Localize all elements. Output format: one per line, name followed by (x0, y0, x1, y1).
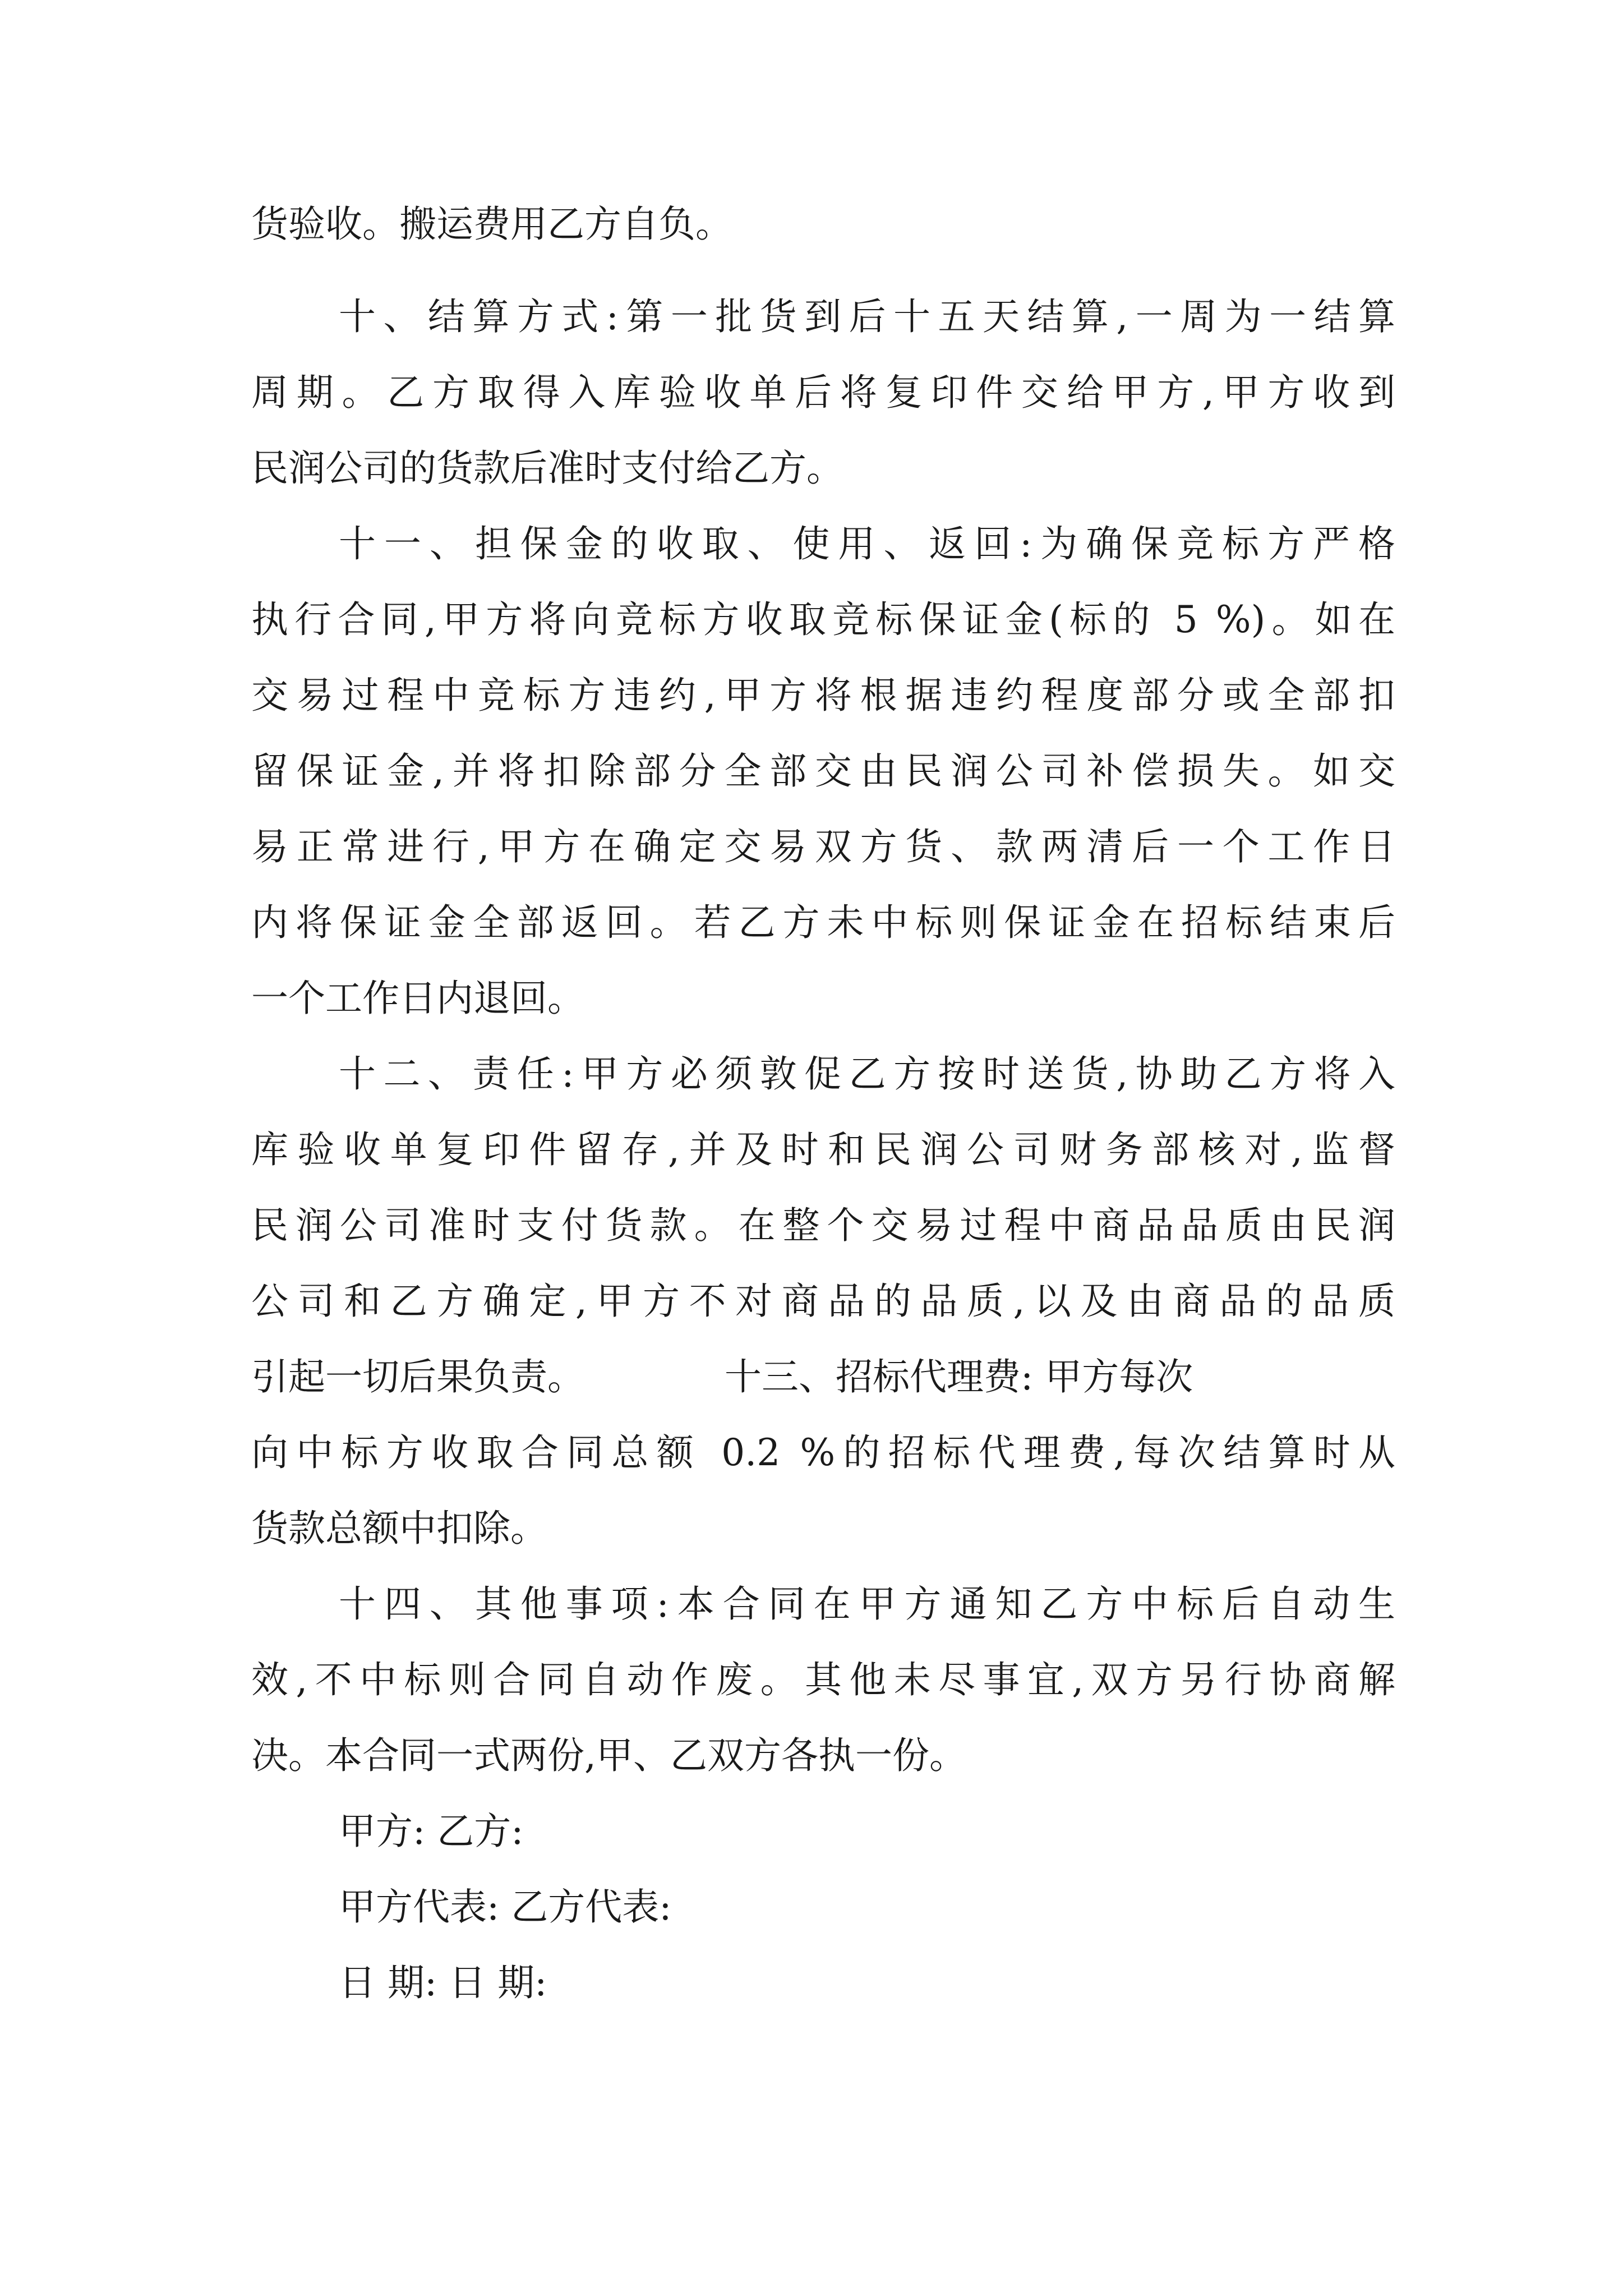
line-segment: 引起一切后果负责。 (251, 1355, 584, 1398)
paragraph-line: 留保证金,并将扣除部分全部交由民润公司补偿损失。如交 (251, 749, 1395, 793)
paragraph-line (251, 1352, 1395, 1402)
paragraph-line: 民润公司的货款后准时支付给乙方。 (251, 447, 843, 490)
paragraph-line: 十、结算方式:第一批货到后十五天结算,一周为一结算 (339, 295, 1395, 338)
paragraph-line: 民润公司准时支付货款。在整个交易过程中商品品质由民润 (251, 1204, 1395, 1247)
paragraph-line: 十四、其他事项:本合同在甲方通知乙方中标后自动生 (339, 1582, 1395, 1626)
paragraph-line: 执行合同,甲方将向竞标方收取竞标保证金(标的 5 %)。如在 (251, 598, 1395, 641)
line-segment: 十三、招标代理费: 甲方每次 (725, 1355, 1193, 1398)
paragraph-line: 公司和乙方确定,甲方不对商品的品质,以及由商品的品质 (251, 1280, 1395, 1323)
paragraph-line: 货款总额中扣除。 (251, 1507, 547, 1550)
paragraph-line: 库验收单复印件留存,并及时和民润公司财务部核对,监督 (251, 1128, 1395, 1171)
signature-parties: 甲方: 乙方: (339, 1810, 524, 1853)
paragraph-line: 交易过程中竞标方违约,甲方将根据违约程度部分或全部扣 (251, 674, 1395, 717)
paragraph-line: 效,不中标则合同自动作废。其他未尽事宜,双方另行协商解 (251, 1658, 1395, 1701)
paragraph-line: 决。本合同一式两份,甲、乙双方各执一份。 (251, 1734, 966, 1777)
paragraph-line: 向中标方收取合同总额 0.2 %的招标代理费,每次结算时从 (251, 1431, 1395, 1474)
paragraph-line: 一个工作日内退回。 (251, 977, 584, 1020)
paragraph-line: 内将保证金全部返回。若乙方未中标则保证金在招标结束后 (251, 901, 1395, 944)
paragraph-line: 周期。乙方取得入库验收单后将复印件交给甲方,甲方收到 (251, 371, 1395, 414)
paragraph-line: 易正常进行,甲方在确定交易双方货、款两清后一个工作日 (251, 825, 1395, 868)
paragraph-line: 货验收。搬运费用乙方自负。 (251, 203, 732, 246)
signature-representatives: 甲方代表: 乙方代表: (339, 1885, 672, 1929)
signature-dates: 日 期: 日 期: (339, 1961, 547, 2004)
paragraph-line: 十一、担保金的收取、使用、返回:为确保竞标方严格 (339, 522, 1395, 565)
paragraph-line: 十二、责任:甲方必须敦促乙方按时送货,协助乙方将入 (339, 1052, 1395, 1096)
